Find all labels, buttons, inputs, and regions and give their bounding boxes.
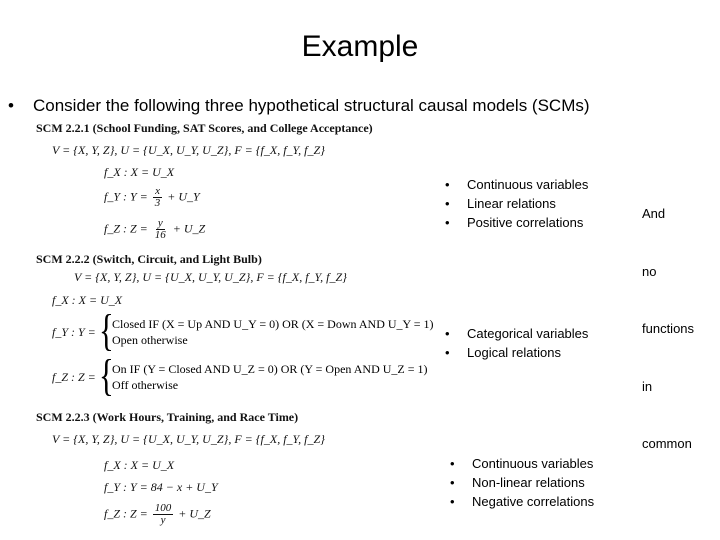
scm2-fy-brace: {	[99, 306, 114, 355]
scm1-fy-fraction	[153, 186, 163, 209]
scm3-bullets	[450, 454, 594, 511]
right-word-in: in	[642, 379, 653, 394]
scm1-fx: f_X : X = U_X	[104, 165, 175, 179]
scm3-fx: f_X : X = U_X	[104, 458, 175, 472]
scm1-bullet-text: Continuous variables	[467, 177, 589, 192]
scm3-bullet-text: Negative correlations	[472, 494, 595, 509]
scm2-fy-case2: Open otherwise	[112, 333, 188, 347]
scm2-bullets	[445, 324, 588, 362]
scm3-fz-num: 100	[154, 502, 172, 514]
scm1-fy-rhs: + U_Y	[167, 189, 200, 204]
bullet-dot: •	[450, 475, 455, 490]
bullet-dot: •	[445, 215, 450, 230]
scm3-fz-den: y	[160, 514, 166, 526]
scm2-fz-case1: On IF (Y = Closed AND U_Z = 0) OR (Y = Open AND U_Z = 1)	[112, 362, 428, 376]
scm3-fz-rhs: + U_Z	[178, 506, 211, 521]
scm1-fz-rhs: + U_Z	[172, 221, 206, 236]
scm2-fy-cases	[112, 316, 434, 348]
bullet-dot: •	[445, 196, 450, 211]
intro-text: Consider the following three hypothetical structural causal models (SCMs)	[33, 96, 590, 115]
right-word-common: common	[642, 436, 692, 451]
intro-bullet-glyph: •	[8, 96, 14, 115]
scm1-bullets	[445, 175, 588, 232]
bullet-dot: •	[450, 494, 455, 509]
scm2-bullet-item	[445, 324, 588, 343]
scm1-bullet-text: Linear relations	[467, 196, 556, 211]
scm1-fz	[104, 218, 205, 241]
bullet-dot: •	[445, 326, 450, 341]
scm3-bullet-item	[450, 492, 594, 511]
scm2-fz-cases	[112, 361, 428, 393]
scm3-fy: f_Y : Y = 84 − x + U_Y	[104, 480, 218, 494]
bullet-dot: •	[450, 456, 455, 471]
right-word-functions: functions	[642, 321, 695, 336]
scm1-fy-num: x	[155, 185, 160, 197]
scm3-fz	[104, 503, 211, 526]
scm3-model: V = {X, Y, Z}, U = {U_X, U_Y, U_Z}, F = {f_X, f_Y, f_Z}	[52, 432, 325, 446]
scm3-bullet-text: Continuous variables	[472, 456, 594, 471]
scm1-bullet-item	[445, 213, 588, 232]
scm1-fz-lhs: f_Z : Z =	[104, 221, 148, 236]
scm1-heading: SCM 2.2.1 (School Funding, SAT Scores, and College Acceptance)	[36, 121, 373, 135]
bullet-dot: •	[445, 177, 450, 192]
scm2-fz-case2: Off otherwise	[112, 378, 179, 392]
scm3-bullet-item	[450, 473, 594, 492]
scm2-heading: SCM 2.2.2 (Switch, Circuit, and Light Bulb)	[36, 252, 262, 266]
slide-title: Example	[301, 30, 419, 63]
right-word-and: And	[642, 206, 666, 221]
scm2-fz-brace: {	[99, 351, 114, 400]
scm1-bullet-text: Positive correlations	[467, 215, 584, 230]
scm2-fx: f_X : X = U_X	[52, 293, 123, 307]
scm1-fz-den: 16	[154, 229, 166, 241]
scm3-bullet-item	[450, 454, 594, 473]
scm2-bullet-text: Logical relations	[467, 345, 561, 360]
scm1-fz-fraction	[153, 218, 168, 241]
scm1-bullet-item	[445, 175, 588, 194]
scm2-bullet-item	[445, 343, 588, 362]
scm1-fy-den: 3	[154, 197, 161, 209]
scm2-fy-case1: Closed IF (X = Up AND U_Y = 0) OR (X = Down AND U_Y = 1)	[112, 317, 434, 331]
right-word-no: no	[642, 264, 657, 279]
bullet-dot: •	[445, 345, 450, 360]
scm1-model: V = {X, Y, Z}, U = {U_X, U_Y, U_Z}, F = {f_X, f_Y, f_Z}	[52, 143, 325, 157]
scm2-fy-lhs: f_Y : Y =	[52, 325, 96, 339]
scm3-bullet-text: Non-linear relations	[472, 475, 585, 490]
scm3-fz-lhs: f_Z : Z =	[104, 506, 148, 521]
scm1-fz-num: y	[157, 217, 163, 229]
scm1-fy-lhs: f_Y : Y =	[104, 189, 148, 204]
scm1-bullet-item	[445, 194, 588, 213]
scm3-fz-fraction	[153, 503, 174, 526]
scm2-model: V = {X, Y, Z}, U = {U_X, U_Y, U_Z}, F = {f_X, f_Y, f_Z}	[74, 270, 347, 284]
scm3-heading: SCM 2.2.3 (Work Hours, Training, and Race Time)	[36, 410, 299, 424]
scm2-fz-lhs: f_Z : Z =	[52, 370, 96, 384]
scm2-bullet-text: Categorical variables	[467, 326, 589, 341]
scm1-fy	[104, 186, 200, 209]
